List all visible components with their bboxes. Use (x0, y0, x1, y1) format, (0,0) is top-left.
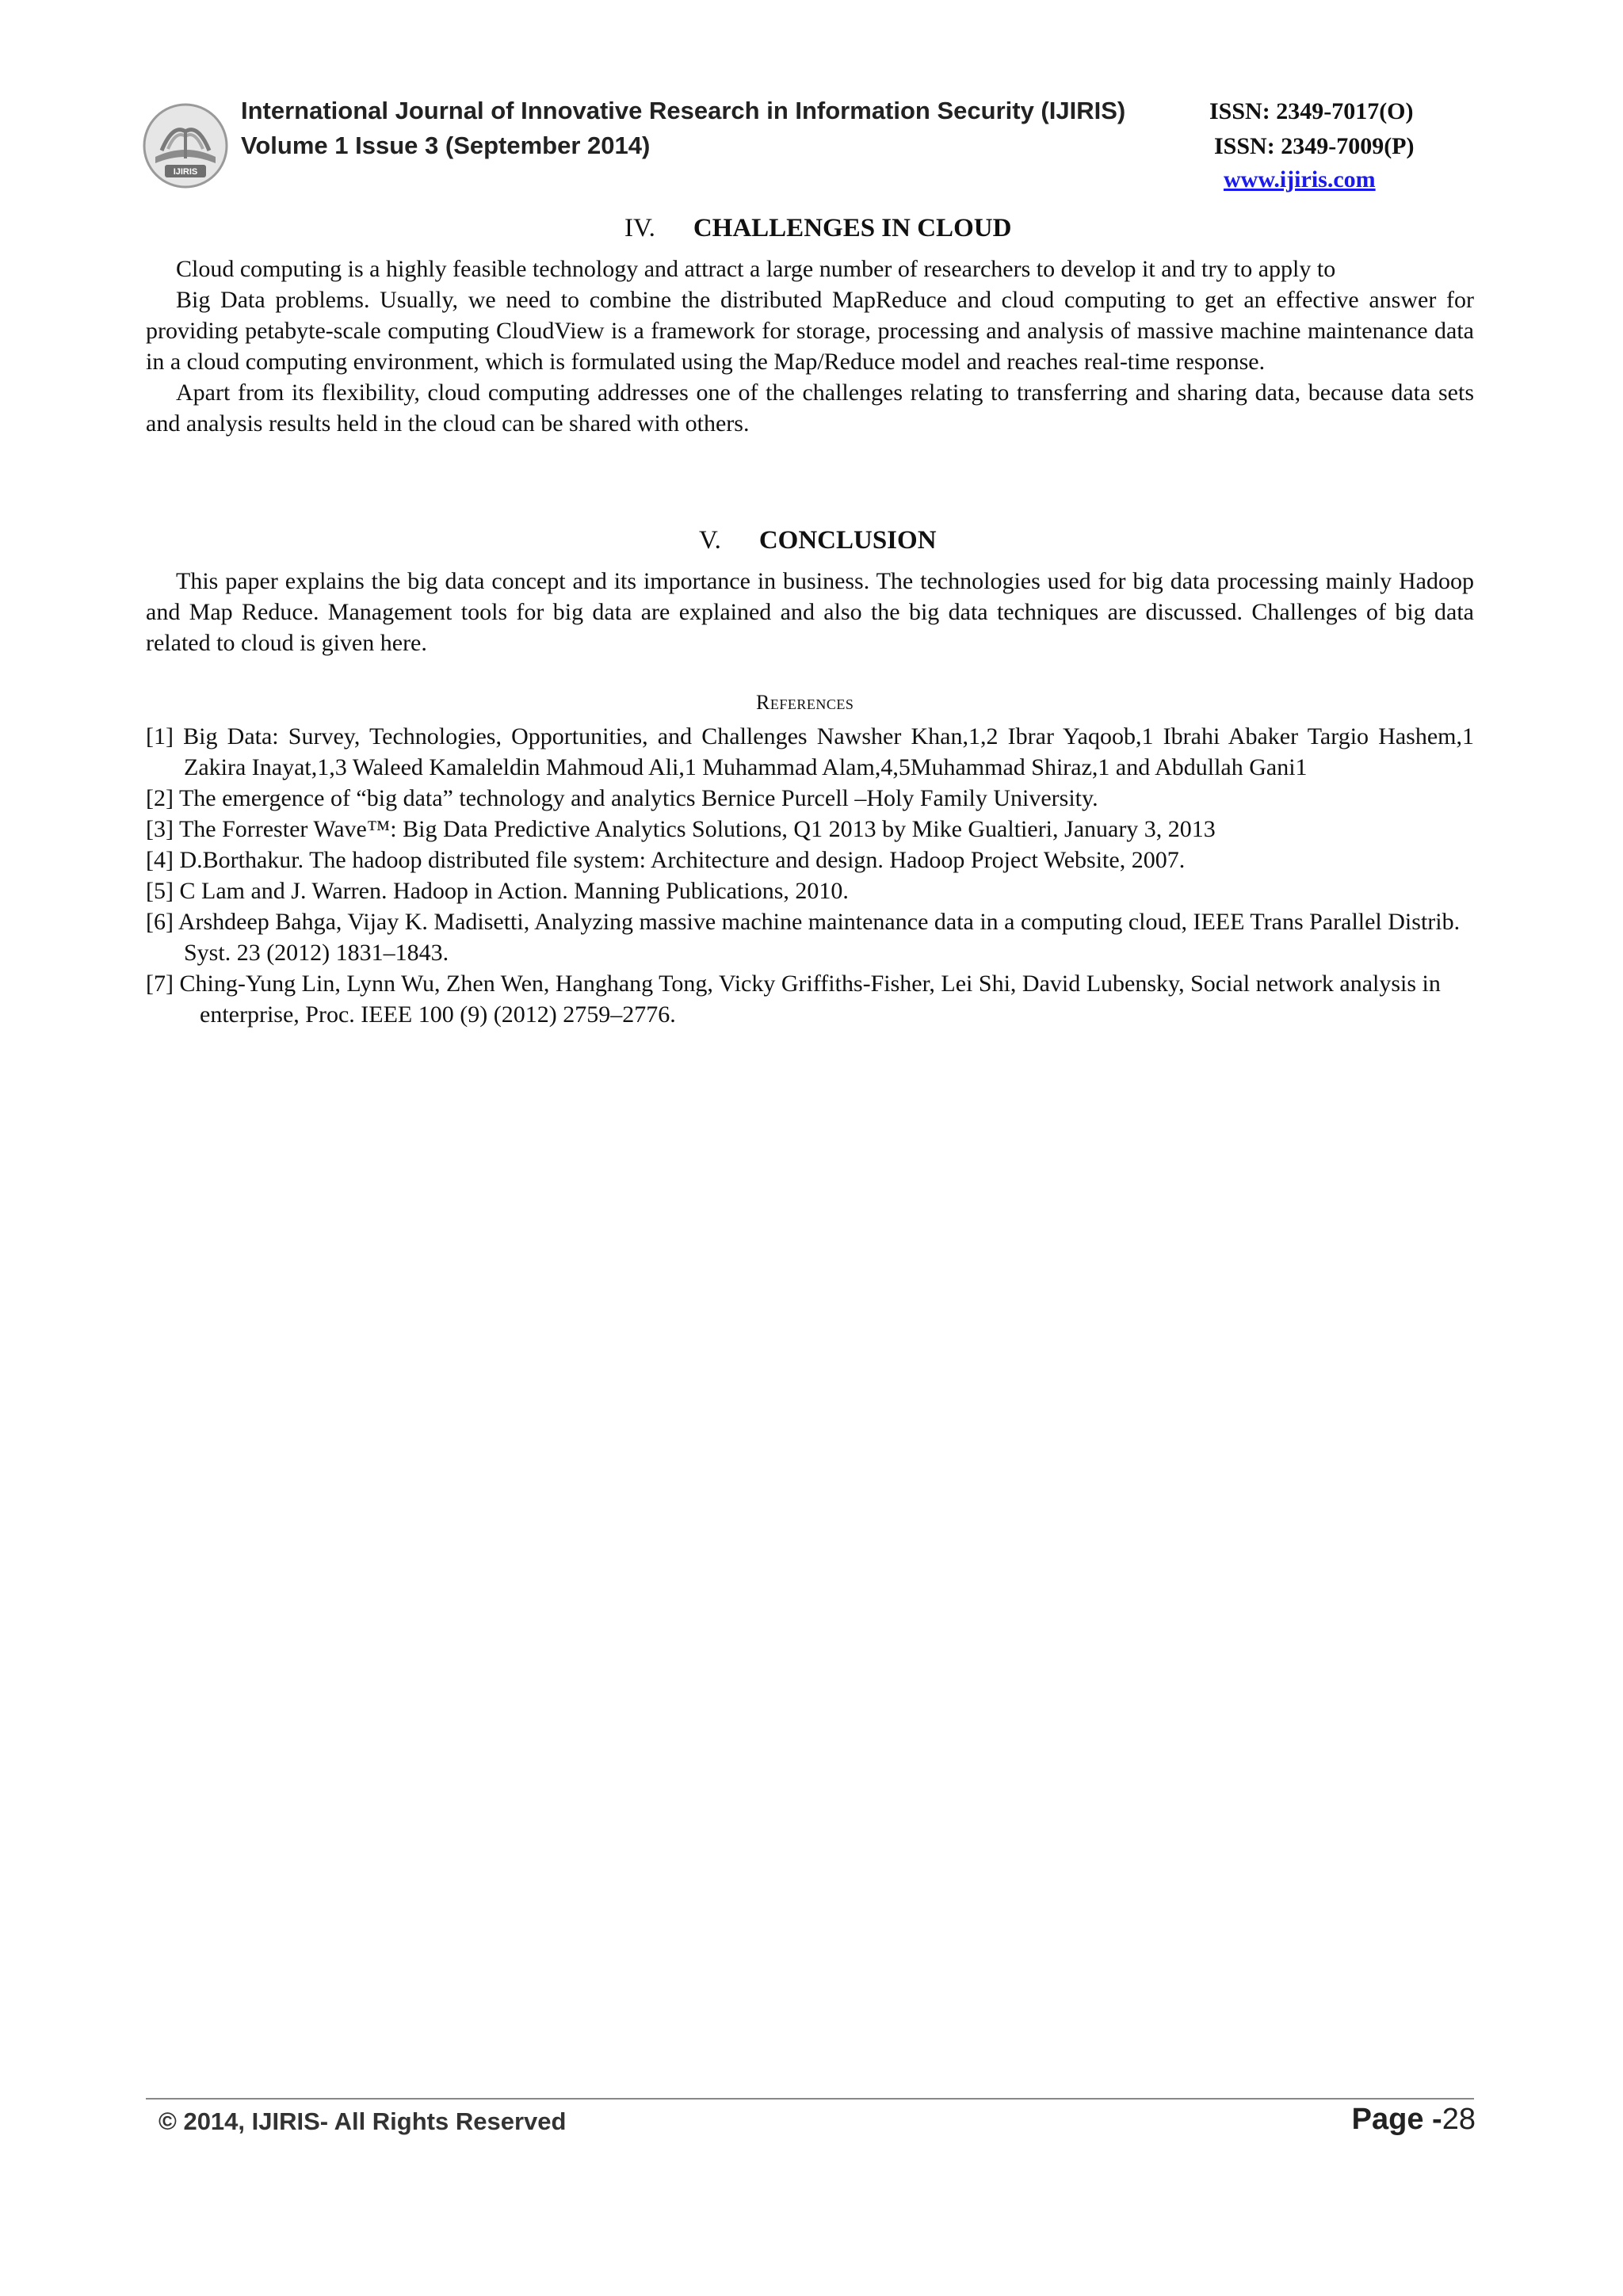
page-number-value: 28 (1442, 2103, 1476, 2136)
references-heading: References (756, 691, 854, 714)
section-heading-conclusion (699, 526, 937, 555)
issn-online: ISSN: 2349-7017(O) (1209, 98, 1414, 124)
svg-text:IJIRIS: IJIRIS (173, 167, 198, 177)
journal-volume: Volume 1 Issue 3 (September 2014) (241, 132, 651, 159)
references-list (146, 721, 1474, 1030)
reference-item: [5] C Lam and J. Warren. Hadoop in Action. Manning Publications, 2010. (146, 878, 849, 904)
page-label: Page - (1351, 2103, 1442, 2136)
paragraph: Cloud computing is a highly feasible technology and attract a large number of researchers to develop it and try to apply to (176, 256, 1336, 282)
footer-copyright: © 2014, IJIRIS- All Rights Reserved (158, 2107, 567, 2135)
section-number: V. (699, 526, 721, 555)
page-number (1352, 2103, 1476, 2137)
reference-item: [3] The Forrester Wave™: Big Data Predictive Analytics Solutions, Q1 2013 by Mike Gualtieri, January 3, 2013 (146, 816, 1216, 842)
footer-divider (146, 2098, 1474, 2100)
section-title: CHALLENGES IN CLOUD (693, 214, 1012, 242)
reference-item: [2] The emergence of “big data” technology and analytics Bernice Purcell –Holy Family University. (146, 785, 1098, 811)
journal-website-link[interactable]: www.ijiris.com (1224, 166, 1376, 193)
paragraph: Apart from its flexibility, cloud computing addresses one of the challenges relating to transferring and sharing data, because data sets and analysis results held in the cloud can be shared with others. (146, 379, 1474, 437)
journal-logo (141, 101, 230, 190)
reference-item: [4] D.Borthakur. The hadoop distributed file system: Architecture and design. Hadoop Project Website, 2007. (146, 847, 1186, 873)
paragraph: This paper explains the big data concept and its importance in business. The technologies used for big data processing mainly Hadoop and Map Reduce. Management tools for big data are explained and also the big data techniques are discussed. Challenges of big data related to cloud is given here. (146, 568, 1474, 656)
section-number: IV. (624, 214, 655, 242)
section-body-conclusion (146, 566, 1474, 658)
section-body-challenges (146, 254, 1474, 439)
paragraph: Big Data problems. Usually, we need to combine the distributed MapReduce and cloud computing to get an effective answer for providing petabyte-scale computing CloudView is a framework for storage, processing and analysis of massive machine maintenance data in a cloud computing environment, which is formulated using the Map/Reduce model and reaches real-time response. (146, 287, 1474, 375)
journal-title: International Journal of Innovative Research in Information Security (IJIRIS) (241, 97, 1126, 124)
section-heading-challenges (624, 214, 1011, 243)
reference-item: [6] Arshdeep Bahga, Vijay K. Madisetti, Analyzing massive machine maintenance data in a computing cloud, IEEE Trans Parallel Distrib. Syst. 23 (2012) 1831–1843. (146, 909, 1461, 966)
reference-item: [7] Ching-Yung Lin, Lynn Wu, Zhen Wen, Hanghang Tong, Vicky Griffiths-Fisher, Lei Shi, David Lubensky, Social network analysis in enterprise, Proc. IEEE 100 (9) (2012) 2759–2776. (146, 971, 1441, 1028)
reference-item: [1] Big Data: Survey, Technologies, Opportunities, and Challenges Nawsher Khan,1,2 Ibrar Yaqoob,1 Ibrahi Abaker Targio Hashem,1 Zakira Inayat,1,3 Waleed Kamaleldin Mahmoud Ali,1 Muhammad Alam,4,5Muhammad Shiraz,1 and Abdullah Gani1 (146, 723, 1474, 780)
section-title: CONCLUSION (758, 526, 937, 555)
issn-print: ISSN: 2349-7009(P) (1214, 133, 1415, 159)
